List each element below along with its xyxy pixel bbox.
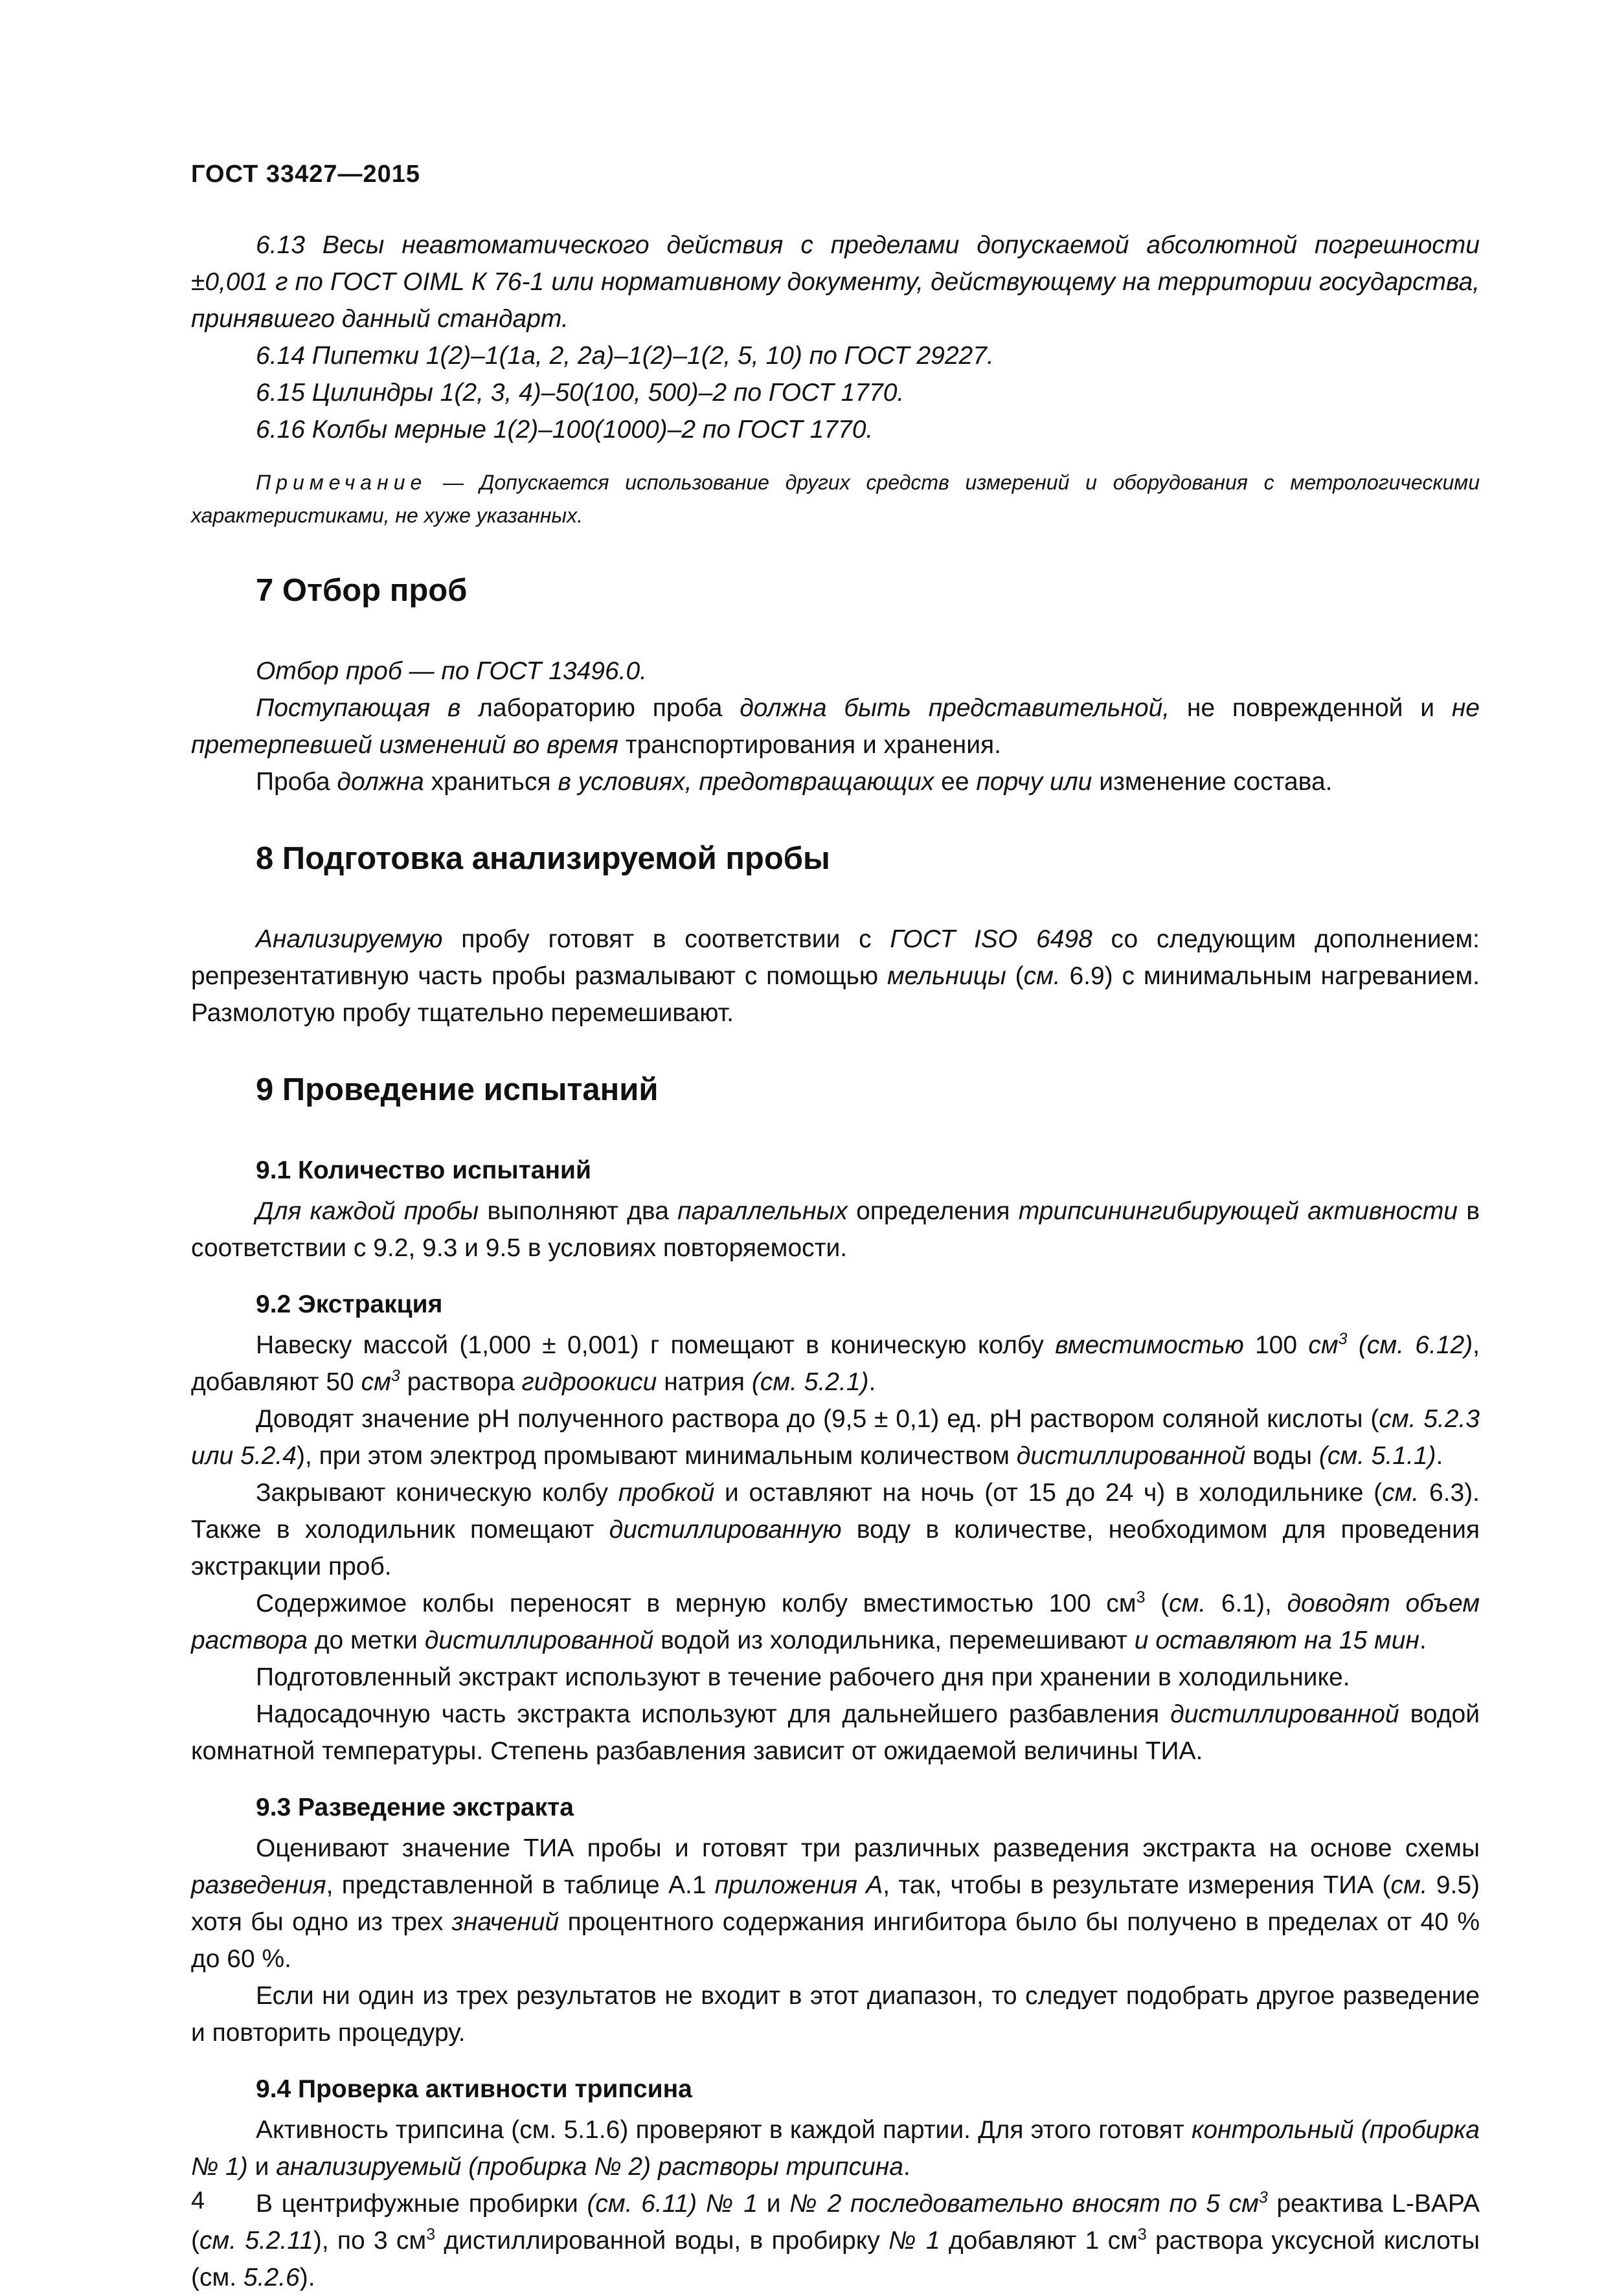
- section-7-title: 7 Отбор проб: [256, 573, 468, 608]
- subsection-9-1-title: 9.1 Количество испытаний: [256, 1156, 592, 1184]
- sec9-4-p1: Активность трипсина (см. 5.1.6) проверяют в каждой партии. Для этого готовят контрольный (пробирка № 1) и анализируемый (пробирка № 2) растворы трипсина.: [191, 2116, 1480, 2181]
- sec9-3-p2: Если ни один из трех результатов не входит в этот диапазон, то следует подобрать другое разведение и повторить процедуру.: [191, 1982, 1480, 2047]
- page-content: [191, 227, 1480, 2296]
- item-6-13: 6.13 Весы неавтоматического действия с пределами допускаемой абсолютной погрешности ±0,001 г по ГОСТ OIML К 76-1 или нормативному документу, действующему на территории государства, принявшего данный стандарт.: [191, 231, 1480, 333]
- note: [191, 466, 1480, 532]
- subsection-9-4-title: 9.4 Проверка активности трипсина: [256, 2075, 692, 2103]
- subsection-9-3-title: 9.3 Разведение экстракта: [256, 1794, 574, 1821]
- sec9-4-p2: В центрифужные пробирки (см. 6.11) № 1 и № 2 последовательно вносят по 5 $см^3$ реактива L-BAPA (см. 5.2.11), по 3 $см^3$ дистиллированной воды, в пробирку № 1 добавляют 1 $см^3$ раствора уксусной кислоты (см. 5.2.6).: [191, 2189, 1480, 2291]
- sec7-p1: Отбор проб — по ГОСТ 13496.0.: [256, 657, 648, 685]
- sec9-3-p1: Оценивают значение ТИА пробы и готовят три различных разведения экстракта на основе схемы разведения, представленной в таблице А.1 приложения А, так, чтобы в результате измерения ТИА (см. 9.5) хотя бы одно из трех значений процентного содержания ингибитора было бы получено в пределах от 40 % до 60 %.: [191, 1834, 1480, 1973]
- sec8-p1: Анализируемую пробу готовят в соответствии с ГОСТ ISO 6498 со следующим дополнением: репрезентативную часть пробы размалывают с помощью мельницы (см. 6.9) с минимальным нагреванием. Размолотую пробу тщательно перемешивают.: [191, 925, 1480, 1027]
- sec9-2-p3: Закрывают коническую колбу пробкой и оставляют на ночь (от 15 до 24 ч) в холодильнике (см. 6.3). Также в холодильник помещают дистиллированную воду в количестве, необходимом для проведения экстракции проб.: [191, 1479, 1480, 1581]
- sec7-p2: Поступающая в лабораторию проба должна быть представительной, не поврежденной и не претерпевшей изменений во время транспортирования и хранения.: [191, 694, 1480, 759]
- note-label: Примечание: [256, 471, 427, 494]
- subsection-9-2-title: 9.2 Экстракция: [256, 1290, 443, 1318]
- sec9-1-p1: Для каждой пробы выполняют два параллельных определения трипсинингибирующей активности в соответствии с 9.2, 9.3 и 9.5 в условиях повторяемости.: [191, 1197, 1480, 1262]
- standard-header: ГОСТ 33427—2015: [191, 161, 421, 188]
- note-text: — Допускается использование других средств измерений и оборудования с метрологическими характеристиками, не хуже указанных.: [191, 471, 1480, 527]
- page-number: 4: [191, 2187, 205, 2214]
- sec9-2-p4: Содержимое колбы переносят в мерную колбу вместимостью 100 $см^3$ (см. 6.1), доводят объем раствора до метки дистиллированной водой из холодильника, перемешивают и оставляют на 15 мин.: [191, 1588, 1480, 1654]
- sec9-2-p1: Навеску массой (1,000 ± 0,001) г помещают в коническую колбу вместимостью 100 $см^3$ (см. 6.12), добавляют 50 $см^3$ раствора гидроокиси натрия (см. 5.2.1).: [191, 1330, 1480, 1396]
- section-8-title: 8 Подготовка анализируемой пробы: [256, 841, 830, 876]
- section-9-title: 9 Проведение испытаний: [256, 1072, 659, 1107]
- sec9-2-p5: Подготовленный экстракт используют в течение рабочего дня при хранении в холодильнике.: [256, 1663, 1350, 1691]
- sec9-2-p2: Доводят значение pH полученного раствора до (9,5 ± 0,1) ед. pH раствором соляной кислоты (см. 5.2.3 или 5.2.4), при этом электрод промывают минимальным количеством дистиллированной воды (см. 5.1.1).: [191, 1405, 1480, 1470]
- sec9-2-p6: Надосадочную часть экстракта используют для дальнейшего разбавления дистиллированной водой комнатной температуры. Степень разбавления зависит от ожидаемой величины ТИА.: [191, 1700, 1480, 1765]
- sec7-p3: Проба должна храниться в условиях, предотвращающих ее порчу или изменение состава.: [256, 768, 1333, 796]
- item-6-15: 6.15 Цилиндры 1(2, 3, 4)–50(100, 500)–2 по ГОСТ 1770.: [256, 379, 905, 407]
- item-6-16: 6.16 Колбы мерные 1(2)–100(1000)–2 по ГОСТ 1770.: [256, 416, 874, 444]
- item-6-14: 6.14 Пипетки 1(2)–1(1а, 2, 2а)–1(2)–1(2, 5, 10) по ГОСТ 29227.: [256, 342, 994, 370]
